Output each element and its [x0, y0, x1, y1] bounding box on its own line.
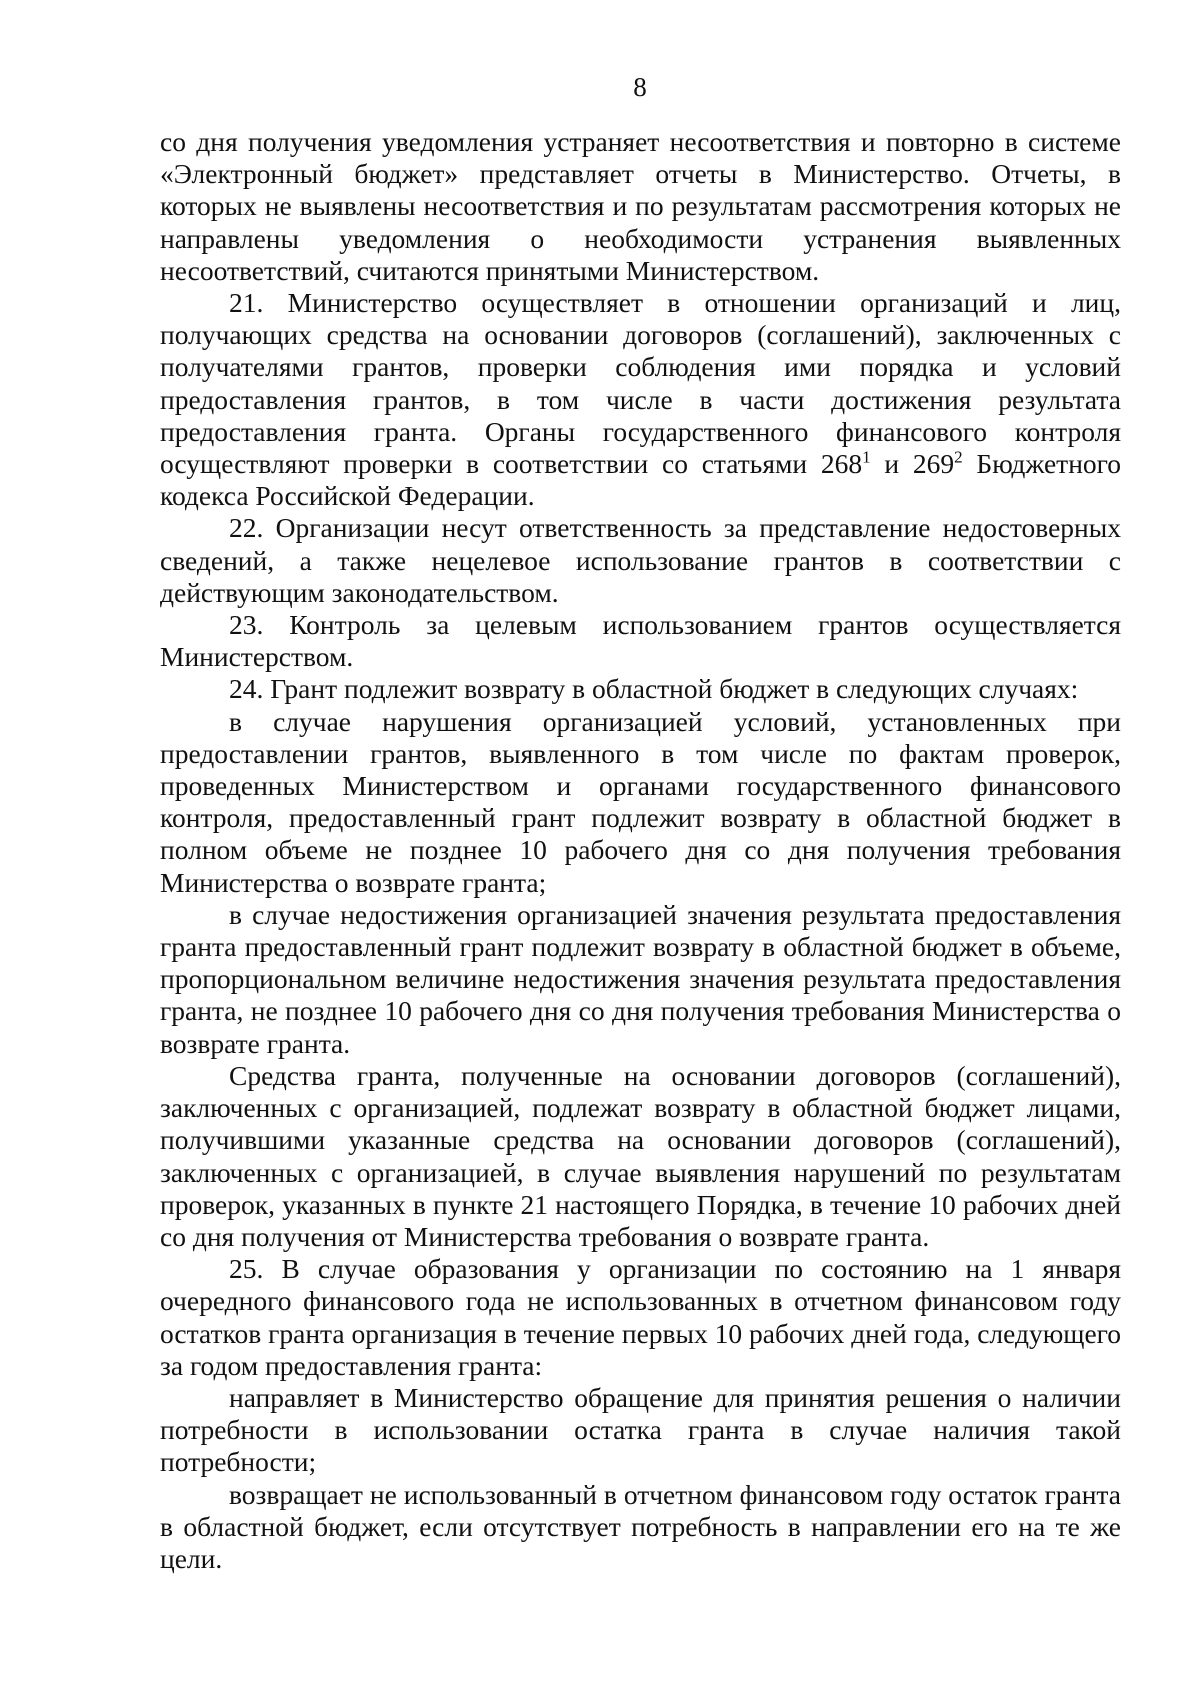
- superscript-1: 1: [862, 447, 871, 467]
- paragraph-21: [160, 287, 1121, 512]
- document-body: [160, 126, 1121, 1575]
- page-number: 8: [633, 72, 647, 102]
- paragraph-25-return: возвращает не использованный в отчетном финансовом году остаток гранта в областной бюджет, если отсутствует потребность в направлении его на те же цели.: [160, 1478, 1121, 1574]
- superscript-2: 2: [954, 447, 963, 467]
- paragraph-21-text-middle: и 269: [870, 448, 955, 480]
- paragraph-23: 23. Контроль за целевым использованием грантов осуществляется Министерством.: [160, 609, 1121, 673]
- paragraph-22: 22. Организации несут ответственность за представление недостоверных сведений, а также нецелевое использование грантов в соответствии с действующим законодательством.: [160, 512, 1121, 608]
- paragraph-25: 25. В случае образования у организации по состоянию на 1 января очередного финансового года не использованных в отчетном финансовом году остатков гранта организация в течение первых 10 рабочих дней года, следующего за годом предоставления гранта:: [160, 1253, 1121, 1381]
- paragraph-grant-funds-return: Средства гранта, полученные на основании договоров (соглашений), заключенных с организацией, подлежат возврату в областной бюджет лицами, получившими указанные средства на основании договоров (соглашений), заключенных с организацией, в случае выявления нарушений по результатам проверок, указанных в пункте 21 настоящего Порядка, в течение 10 рабочих дней со дня получения от Министерства требования о возврате гранта.: [160, 1059, 1121, 1252]
- paragraph-21-text-before: 21. Министерство осуществляет в отношении организаций и лиц, получающих средства на основании договоров (соглашений), заключенных с получателями грантов, проверки соблюдения ими порядка и условий предоставления грантов, в том числе в части достижения результата предоставления гранта. Органы государственного финансового контроля осуществляют проверки в соответствии со статьями 268: [160, 287, 1121, 480]
- paragraph-21-text-after: Бюджетного кодекса Российской Федерации.: [160, 448, 1122, 512]
- paragraph-24: 24. Грант подлежит возврату в областной бюджет в следующих случаях:: [229, 673, 1079, 705]
- paragraph-25-request: направляет в Министерство обращение для принятия решения о наличии потребности в использовании остатка гранта в случае наличия такой потребности;: [160, 1381, 1121, 1478]
- paragraph-24-case-non-achievement: в случае недостижения организацией значения результата предоставления гранта предоставленный грант подлежит возврату в областной бюджет в объеме, пропорциональном величине недостижения значения результата предоставления гранта, не позднее 10 рабочего дня со дня получения требования Министерства о возврате гранта.: [160, 898, 1121, 1059]
- paragraph-continuation: со дня получения уведомления устраняет несоответствия и повторно в системе «Электронный бюджет» представляет отчеты в Министерство. Отчеты, в которых не выявлены несоответствия и по результатам рассмотрения которых не направлены уведомления о необходимости устранения выявленных несоответствий, считаются принятыми Министерством.: [160, 126, 1121, 286]
- paragraph-24-case-violation: в случае нарушения организацией условий, установленных при предоставлении грантов, выявленного в том числе по фактам проверок, проведенных Министерством и органами государственного финансового контроля, предоставленный грант подлежит возврату в областной бюджет в полном объеме не позднее 10 рабочего дня со дня получения требования Министерства о возврате гранта;: [160, 705, 1121, 898]
